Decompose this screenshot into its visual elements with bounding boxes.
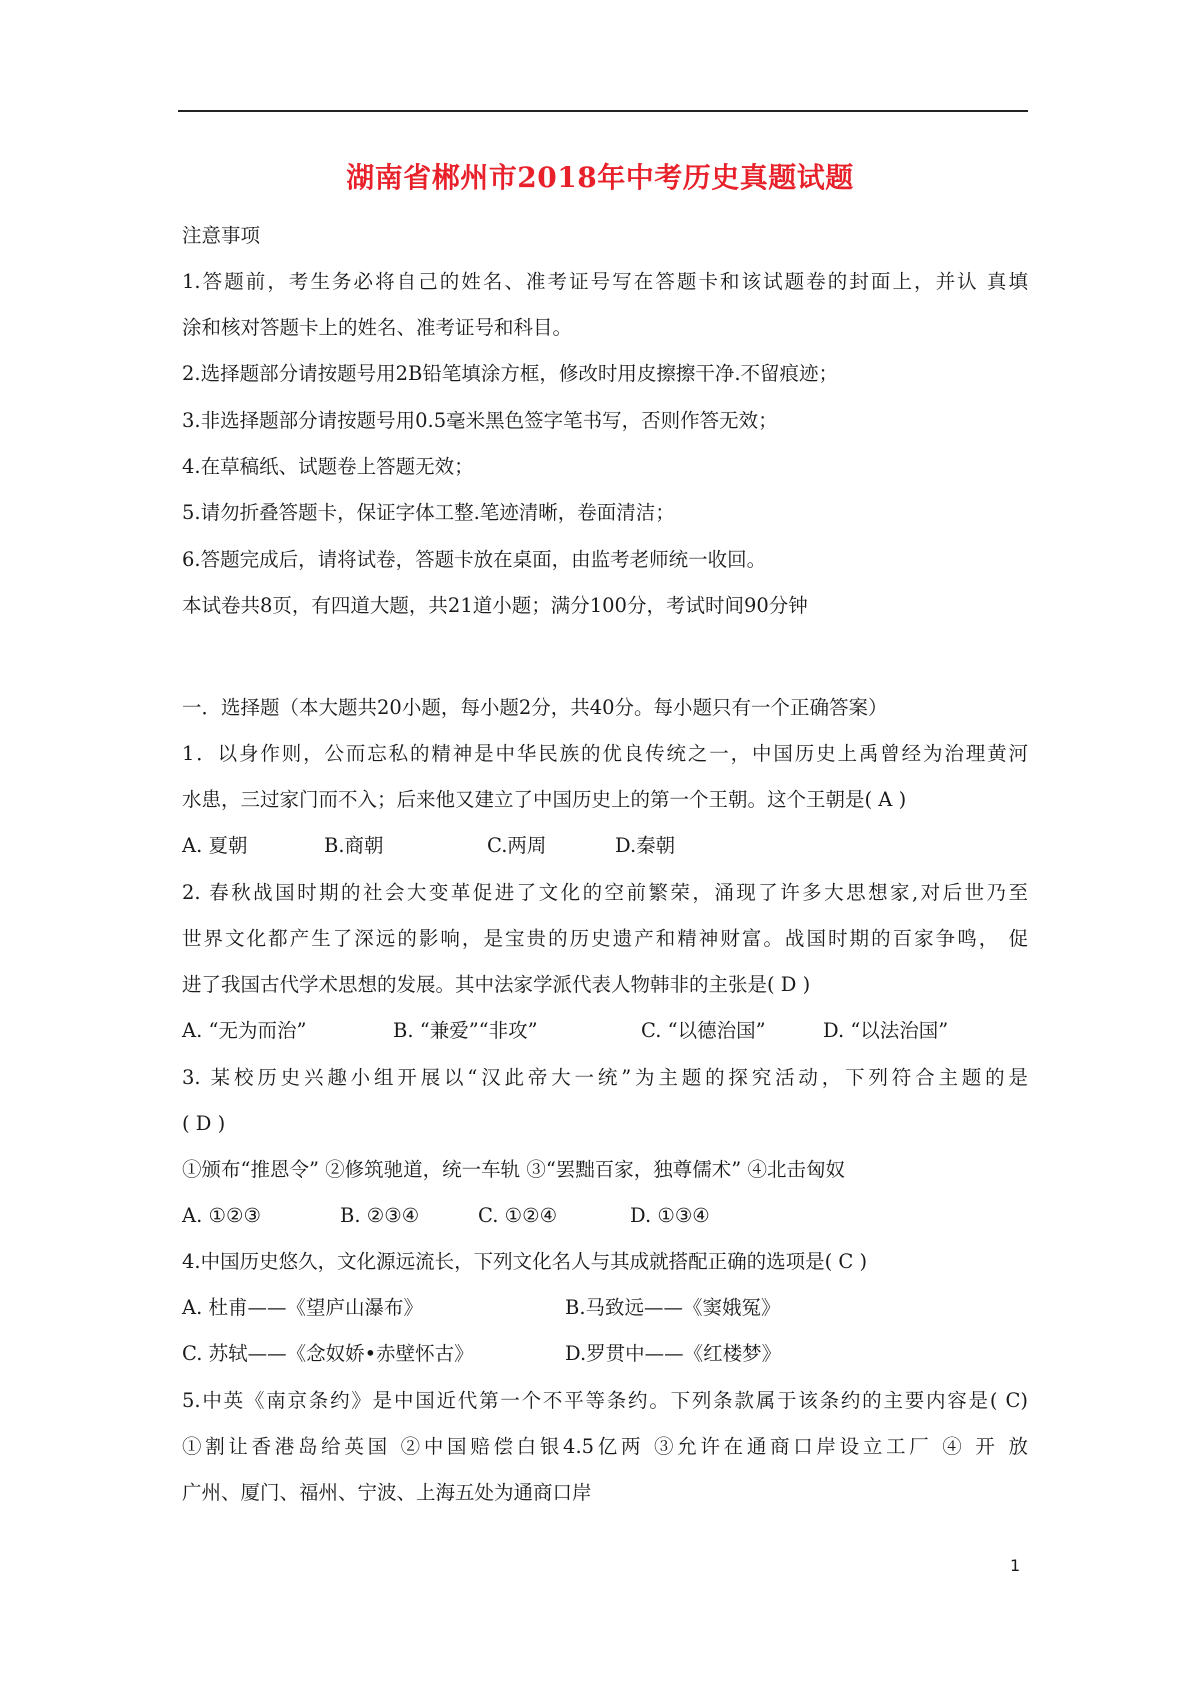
notice-item: 5.请勿折叠答题卡，保证字体工整.笔迹清晰，卷面清洁； (182, 501, 675, 524)
option-b: B.马致远——《窦娥冤》 (565, 1296, 781, 1319)
page-number: 1 (1010, 1556, 1021, 1575)
question-2-line: 2. 春秋战国时期的社会大变革促进了文化的空前繁荣，涌现了许多大思想家,对后世乃至 (182, 881, 1028, 904)
option-a: A. 杜甫——《望庐山瀑布》 (182, 1296, 423, 1319)
header-rule (178, 110, 1028, 112)
page-title: 湖南省郴州市2018年中考历史真题试题 (346, 161, 854, 194)
option-a: A. ①②③ (182, 1204, 261, 1227)
option-d: D. “以法治国” (823, 1019, 949, 1042)
question-3-line: ( D ) (182, 1112, 226, 1135)
question-3-options (182, 1202, 710, 1230)
question-4-line: 4.中国历史悠久，文化源远流长，下列文化名人与其成就搭配正确的选项是( C ) (182, 1250, 868, 1273)
option-c: C. 苏轼——《念奴娇•赤壁怀古》 (182, 1342, 474, 1365)
section-heading: 一．选择题（本大题共20小题，每小题2分，共40分。每小题只有一个正确答案） (182, 696, 888, 719)
notice-item: 3.非选择题部分请按题号用0.5毫米黑色签字笔书写，否则作答无效； (182, 409, 778, 432)
option-d: D. ①③④ (630, 1204, 710, 1227)
notice-item: 涂和核对答题卡上的姓名、准考证号和科目。 (182, 316, 573, 339)
option-c: C.两周 (487, 834, 547, 857)
notice-heading: 注意事项 (182, 224, 261, 247)
option-d: D.秦朝 (615, 834, 676, 857)
option-c: C. ①②④ (478, 1204, 558, 1227)
question-4-options (182, 1340, 781, 1368)
option-a: A. “无为而治” (182, 1019, 307, 1042)
question-5-line: 5.中英《南京条约》是中国近代第一个不平等条约。下列条款属于该条约的主要内容是( C) (182, 1389, 1028, 1412)
notice-item: 4.在草稿纸、试题卷上答题无效； (182, 455, 474, 478)
question-2-line: 世界文化都产生了深远的影响，是宝贵的历史遗产和精神财富。战国时期的百家争鸣， 促 (182, 927, 1028, 950)
option-c: C. “以德治国” (641, 1019, 766, 1042)
exam-summary: 本试卷共8页，有四道大题，共21道小题；满分100分，考试时间90分钟 (182, 594, 808, 617)
question-3-line: ①颁布“推恩令” ②修筑驰道，统一车轨 ③“罢黜百家，独尊儒术” ④北击匈奴 (182, 1158, 845, 1181)
notice-item: 2.选择题部分请按题号用2B铅笔填涂方框，修改时用皮擦擦干净.不留痕迹； (182, 362, 839, 385)
question-3-line: 3. 某校历史兴趣小组开展以“汉此帝大一统”为主题的探究活动，下列符合主题的是 (182, 1066, 1028, 1089)
question-4-options (182, 1294, 781, 1322)
question-1-options (182, 832, 675, 860)
question-5-line: ①割让香港岛给英国 ②中国赔偿白银4.5亿两 ③允许在通商口岸设立工厂 ④ 开 放 (182, 1435, 1028, 1458)
notice-item: 6.答题完成后，请将试卷，答题卡放在桌面，由监考老师统一收回。 (182, 548, 767, 571)
notice-item: 1.答题前，考生务必将自己的姓名、准考证号写在答题卡和该试题卷的封面上，并认 真填 (182, 270, 1028, 293)
question-1-line: 1．以身作则，公而忘私的精神是中华民族的优良传统之一，中国历史上禹曾经为治理黄河 (182, 742, 1028, 765)
option-b: B. ②③④ (340, 1204, 420, 1227)
option-b: B.商朝 (324, 834, 384, 857)
option-d: D.罗贯中——《红楼梦》 (565, 1342, 782, 1365)
question-5-line: 广州、厦门、福州、宁波、上海五处为通商口岸 (182, 1481, 592, 1504)
question-1-line: 水患，三过家门而不入；后来他又建立了中国历史上的第一个王朝。这个王朝是( A ) (182, 788, 907, 811)
option-a: A. 夏朝 (182, 834, 248, 857)
option-b: B. “兼爱”“非攻” (393, 1019, 538, 1042)
question-2-options (182, 1017, 948, 1045)
question-2-line: 进了我国古代学术思想的发展。其中法家学派代表人物韩非的主张是( D ) (182, 973, 811, 996)
